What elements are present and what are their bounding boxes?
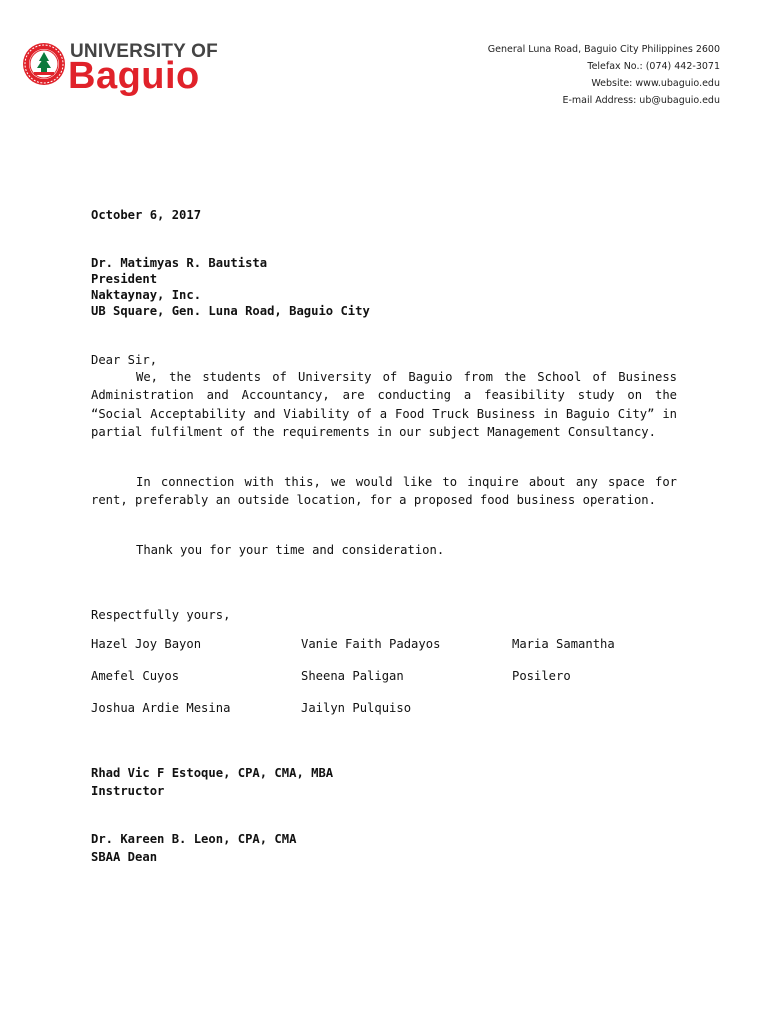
signatory-name: Posilero — [512, 669, 571, 683]
contact-address: General Luna Road, Baguio City Philippines 2600 — [487, 44, 720, 55]
instructor-title: Instructor — [91, 784, 165, 798]
recipient-address: UB Square, Gen. Luna Road, Baguio City — [91, 304, 370, 318]
instructor-name: Rhad Vic F Estoque, CPA, CMA, MBA — [91, 766, 334, 780]
letter-date: October 6, 2017 — [91, 208, 202, 222]
recipient-title: President — [91, 272, 158, 286]
closing: Respectfully yours, — [91, 608, 231, 622]
signatory-name: Hazel Joy Bayon — [91, 637, 202, 651]
contact-email: E-mail Address: ub@ubaguio.edu — [562, 95, 720, 106]
paragraph-1: We, the students of University of Baguio from the School of Business Administration and Accountancy, are conducting a feasibility study on the “Social Acceptability and Viability of a Food Truck Business in Baguio City” in partial fulfilment of the requirements in our subject Management Consultancy. — [91, 370, 677, 439]
salutation: Dear Sir, — [91, 353, 158, 367]
instructor-block — [91, 764, 677, 800]
paragraph-3: Thank you for your time and consideration. — [136, 543, 445, 557]
dean-name: Dr. Kareen B. Leon, CPA, CMA — [91, 832, 297, 846]
contact-website: Website: www.ubaguio.edu — [591, 78, 720, 89]
signatory-row — [91, 669, 691, 701]
contact-block — [488, 41, 720, 109]
brand-line-1: UNIVERSITY OF — [70, 41, 218, 62]
signatory-name: Amefel Cuyos — [91, 669, 180, 683]
dean-block — [91, 830, 677, 866]
signatory-row — [91, 701, 691, 733]
signatories — [91, 637, 691, 733]
signatory-name: Maria Samantha — [512, 637, 615, 651]
signatory-name: Sheena Paligan — [301, 669, 404, 683]
signatory-name: Joshua Ardie Mesina — [91, 701, 231, 715]
paragraph-2: In connection with this, we would like to inquire about any space for rent, preferably an outside location, for a proposed food business operation. — [91, 475, 677, 508]
signatory-row — [91, 637, 691, 669]
signatory-name: Jailyn Pulquiso — [301, 701, 412, 715]
recipient-block — [91, 255, 677, 319]
university-seal-icon — [22, 42, 66, 86]
brand-line-2: Baguio — [68, 55, 200, 97]
recipient-company: Naktaynay, Inc. — [91, 288, 202, 302]
signatory-name: Vanie Faith Padayos — [301, 637, 441, 651]
contact-telefax: Telefax No.: (074) 442-3071 — [587, 61, 720, 72]
recipient-name: Dr. Matimyas R. Bautista — [91, 256, 268, 270]
dean-title: SBAA Dean — [91, 850, 158, 864]
